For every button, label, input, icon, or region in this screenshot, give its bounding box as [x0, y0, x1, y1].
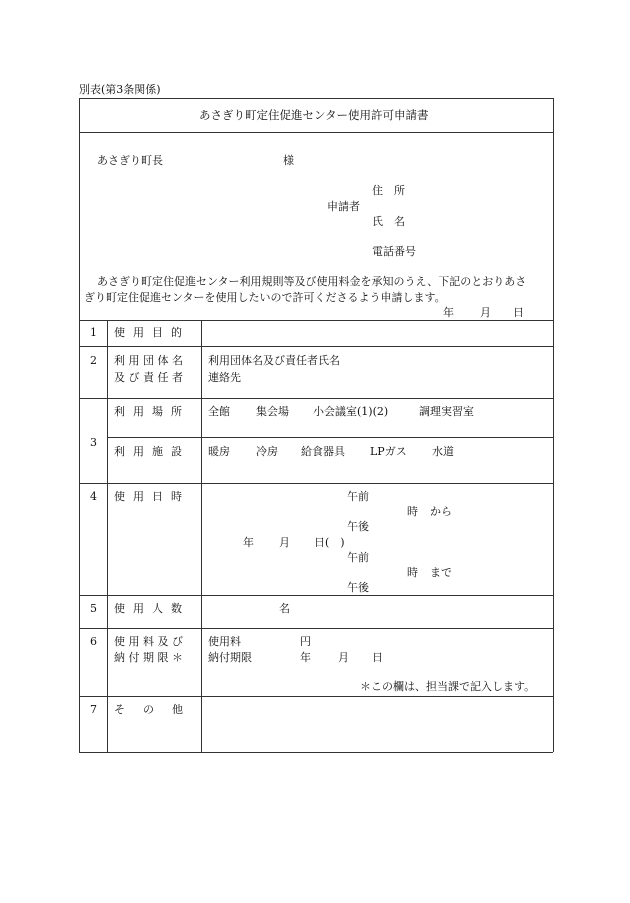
- place-option-all[interactable]: 全館: [208, 405, 230, 418]
- applicant-label: 申請者: [327, 200, 360, 213]
- end-am: 午前: [347, 551, 369, 564]
- facility-option-catering-equipment[interactable]: 給食器具: [301, 445, 345, 458]
- application-date-month: 月: [480, 306, 491, 319]
- facility-option-water[interactable]: 水道: [432, 445, 454, 458]
- application-date-day: 日: [513, 306, 524, 319]
- people-unit: 名: [279, 602, 290, 615]
- application-date-year: 年: [443, 306, 454, 319]
- facility-option-lp-gas[interactable]: LPガス: [370, 445, 407, 458]
- applicant-address-label: 住 所: [372, 184, 405, 197]
- place-option-cooking-room[interactable]: 調理実習室: [419, 405, 474, 418]
- use-date-day: 日( ): [314, 536, 345, 549]
- use-date-month: 月: [279, 536, 290, 549]
- use-date-year: 年: [243, 536, 254, 549]
- fee-label-line-2: 納付期限＊: [114, 651, 187, 664]
- addressee-honorific: 様: [283, 154, 294, 167]
- form-appendix-note: 別表(第3条関係): [79, 83, 161, 96]
- other-field[interactable]: [202, 697, 552, 751]
- purpose-field[interactable]: [202, 321, 552, 345]
- facility-option-heating[interactable]: 暖房: [208, 445, 230, 458]
- start-from: から: [430, 505, 452, 518]
- end-until: まで: [430, 566, 452, 579]
- row-number: 4: [90, 490, 97, 503]
- place-label: 利用場所: [114, 405, 190, 418]
- group-label-line-1: 利用団体名: [114, 354, 187, 367]
- group-label-line-2: 及び責任者: [114, 371, 187, 384]
- facility-label: 利用施設: [114, 445, 190, 458]
- applicant-phone-label: 電話番号: [372, 245, 416, 258]
- declaration-line-2: ぎり町定住促進センターを使用したいので許可くださるよう申請します。: [84, 291, 446, 304]
- deadline-year: 年: [300, 651, 311, 664]
- fee-yen-unit: 円: [300, 635, 311, 648]
- purpose-label: 使用目的: [114, 326, 190, 339]
- deadline-day: 日: [372, 651, 383, 664]
- end-pm: 午後: [347, 581, 369, 594]
- deadline-label: 納付期限: [208, 651, 252, 664]
- row-number: 7: [90, 703, 97, 716]
- row-number: 5: [90, 602, 97, 615]
- form-title: あさぎり町定住促進センター使用許可申請書: [199, 108, 429, 122]
- applicant-name-label: 氏 名: [372, 215, 405, 228]
- start-hour: 時: [407, 505, 418, 518]
- row-number: 1: [90, 326, 97, 339]
- office-use-note: ＊この欄は、担当課で記入します。: [360, 680, 536, 693]
- start-am: 午前: [347, 490, 369, 503]
- end-hour: 時: [407, 566, 418, 579]
- place-option-hall[interactable]: 集会場: [256, 405, 289, 418]
- datetime-label: 使用日時: [114, 490, 190, 503]
- row-number: 2: [90, 354, 97, 367]
- fee-amount-label: 使用料: [208, 635, 241, 648]
- row-number: 6: [90, 635, 97, 648]
- group-contact-field-label: 連絡先: [208, 371, 241, 384]
- row-number: 3: [90, 436, 97, 449]
- deadline-month: 月: [338, 651, 349, 664]
- fee-label-line-1: 使用料及び: [114, 635, 187, 648]
- declaration-line-1: あさぎり町定住促進センター利用規則等及び使用料金を承知のうえ、下記のとおりあさ: [97, 275, 527, 288]
- place-option-small-meeting-room[interactable]: 小会議室(1)(2): [313, 405, 389, 418]
- facility-option-cooling[interactable]: 冷房: [256, 445, 278, 458]
- start-pm: 午後: [347, 520, 369, 533]
- group-name-field-label: 利用団体名及び責任者氏名: [208, 354, 340, 367]
- other-label: その他: [114, 703, 201, 716]
- people-label: 使用人数: [114, 602, 190, 615]
- addressee-name: あさぎり町長: [97, 154, 163, 167]
